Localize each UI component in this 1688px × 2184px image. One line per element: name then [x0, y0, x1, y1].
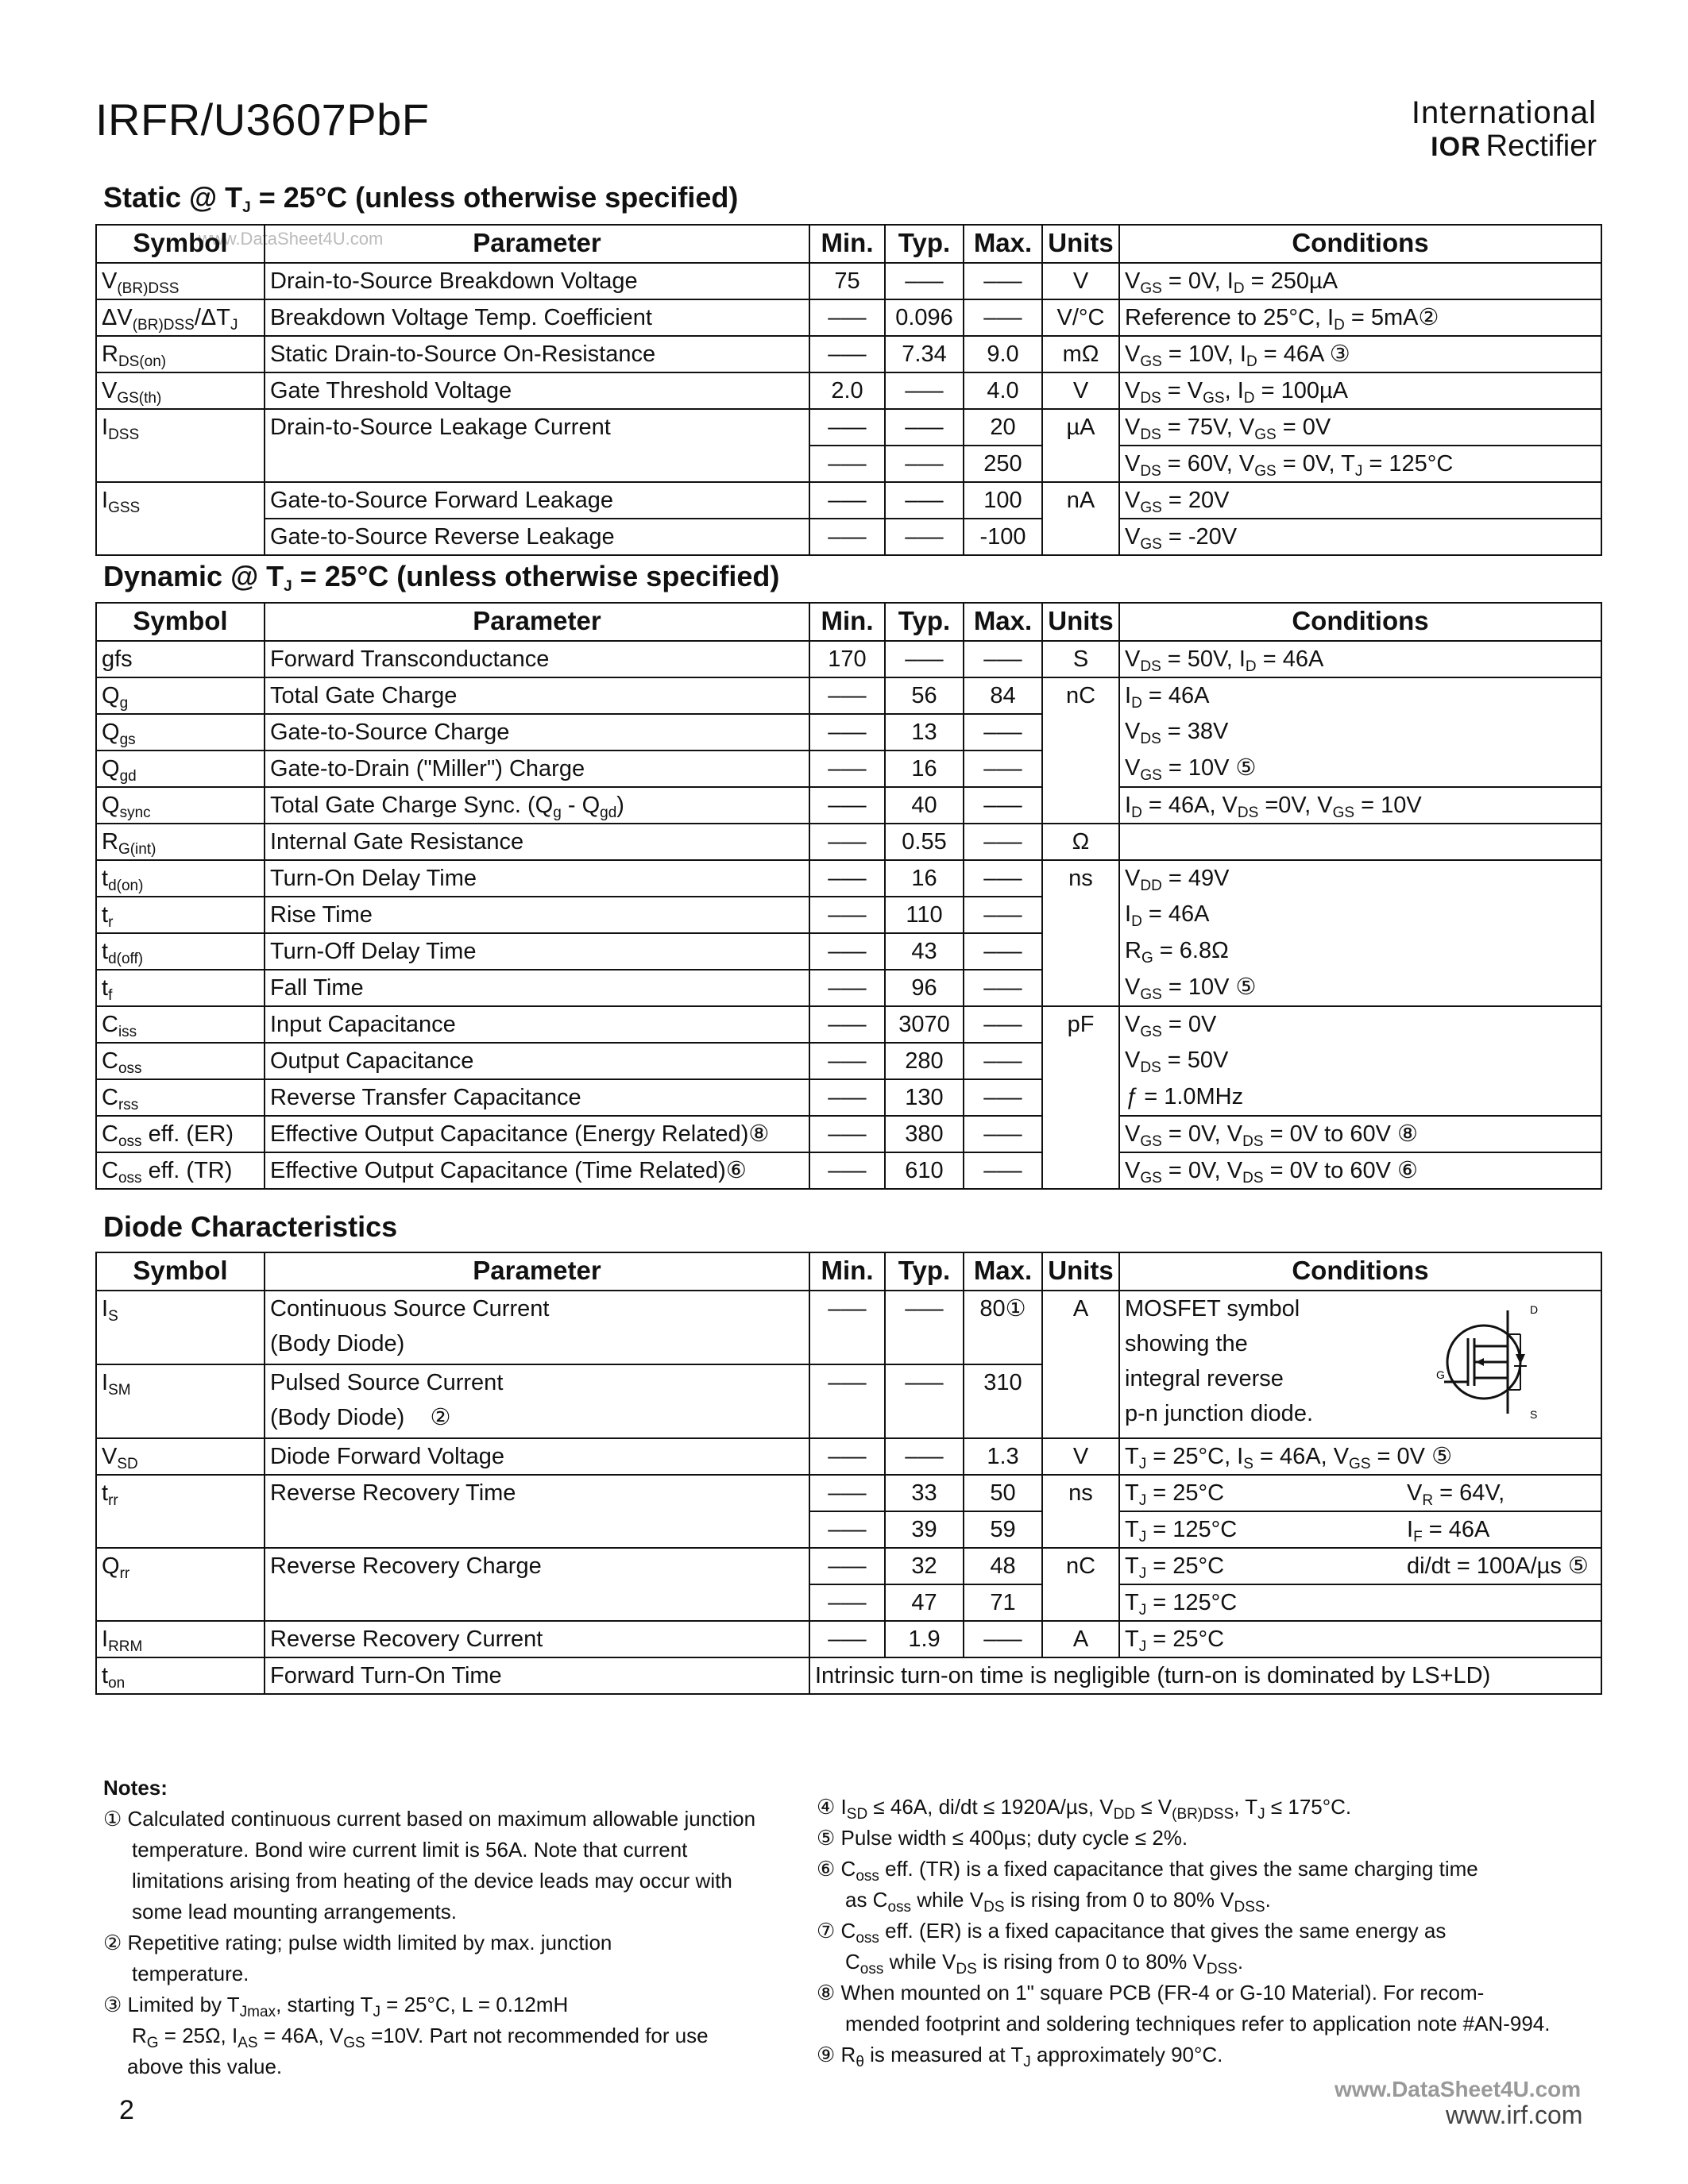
table-row: ––– 39 59 $T_J = 125^\circ C$ $I_F = 46A$ — [96, 1511, 1601, 1548]
table-row: $t_r$ Rise Time ––– 110 ––– $I_D = 46A$ — [96, 897, 1601, 933]
table-row: $I_{GSS}$ Gate-to-Source Forward Leakage ––– ––– 100 nA $V_{GS} = 20V$ — [96, 482, 1601, 519]
table-row: $t_{rr}$ Reverse Recovery Time ––– 33 50 ns $T_J = 25^\circ C$ $V_R = 64V$, — [96, 1475, 1601, 1511]
notes-left: Notes: ① Calculated continuous current based on maximum allowable junction temperature. Bond wire current limit is 56A. Note that current limitations arising from heating of the device leads may occur with some lead mounting arrangements. ② Repetitive rating; pulse width limited by max. junction temperature. ③ Limited by $T_{Jmax}$, starting $T_J = 25^\circ C$, L = 0.12mH $R_G = 25\Omega$, $I_{AS} = 46A$, $V_{GS} =10V$. Part not recommended for use above this value. — [103, 1773, 818, 2082]
footer-url: www.irf.com — [1446, 2101, 1583, 2129]
table-row: $t_{on}$ Forward Turn-On Time Intrinsic turn-on time is negligible (turn-on is dominated by LS+LD) — [96, 1657, 1601, 1694]
col-parameter: Parameter — [265, 225, 809, 263]
company-logo — [1406, 95, 1597, 164]
document-title: IRFR/U3607PbF — [95, 95, 430, 145]
diode-table — [95, 1252, 1602, 1695]
dynamic-table — [95, 602, 1602, 1190]
table-row: ––– ––– 250 $V_{DS} = 60V$, $V_{GS} = 0V$, $T_J = 125^\circ C$ — [96, 446, 1601, 482]
table-row: $R_{G(int)}$ Internal Gate Resistance ––– 0.55 ––– Ω — [96, 824, 1601, 860]
table-row: $C_{oss}$ Output Capacitance ––– 280 ––– $V_{DS} = 50V$ — [96, 1043, 1601, 1079]
notes-right: ④ $I_{SD} \le 46A$, di/dt ≤ 1920A/µs, $V_{DD} \le V_{(BR)DSS}$, $T_J \le 175^\circ C$. ⑤ Pulse width ≤ 400µs; duty cycle ≤ 2%. ⑥ $C_{oss}$ eff. (TR) is a fixed capacitance that gives the same charging time as $C_{oss}$ while $V_{DS}$ is rising from 0 to 80% $V_{DSS}$. ⑦ $C_{oss}$ eff. (ER) is a fixed capacitance that gives the same energy as $C_{oss}$ while $V_{DS}$ is rising from 0 to 80% $V_{DSS}$. ⑧ When mounted on 1" square PCB (FR-4 or G-10 Material). For recom- mended footprint and soldering techniques refer to application note #AN-994. ⑨ $R_\theta$ is measured at $T_J$ approximately 90°C. — [817, 1795, 1551, 2070]
table-row: $C_{oss}$ eff. (ER) Effective Output Capacitance (Energy Related)⑧ ––– 380 ––– $V_{GS} = 0V$, $V_{DS} = 0V$ to 60V ⑧ — [96, 1116, 1601, 1152]
table-row: Gate-to-Source Reverse Leakage ––– ––– -100 $V_{GS} = -20V$ — [96, 519, 1601, 555]
dynamic-section-title: Dynamic @ $T_J = 25^\circ C$ (unless otherwise specified) — [103, 560, 780, 595]
col-min: Min. — [809, 225, 885, 263]
table-row: $I_{SM}$ Pulsed Source Current (Body Diode) ② ––– ––– 310 — [96, 1364, 1601, 1438]
table-row: $Q_{rr}$ Reverse Recovery Charge ––– 32 48 nC $T_J = 25^\circ C$ di/dt = 100A/µs ⑤ — [96, 1548, 1601, 1584]
table-row: $Q_{gs}$ Gate-to-Source Charge ––– 13 ––– $V_{DS} = 38V$ — [96, 714, 1601, 751]
table-row: $C_{rss}$ Reverse Transfer Capacitance ––– 130 ––– ƒ = 1.0MHz — [96, 1079, 1601, 1116]
table-header-row: Symbol Parameter Min. Typ. Max. Units Conditions — [96, 603, 1601, 641]
footer-watermark: www.DataSheet4U.com — [1335, 2077, 1582, 2101]
table-row: $R_{DS(on)}$ Static Drain-to-Source On-Resistance ––– 7.34 9.0 mΩ $V_{GS} = 10V$, $I_D = 46A$ ③ — [96, 336, 1601, 372]
table-row: $I_{DSS}$ Drain-to-Source Leakage Current ––– ––– 20 µA $V_{DS} = 75V$, $V_{GS} = 0V$ — [96, 409, 1601, 446]
static-table — [95, 224, 1602, 556]
table-row: $Q_{sync}$ Total Gate Charge Sync. $(Q_g - Q_{gd})$ ––– 40 ––– $I_D = 46A$, $V_{DS} =0V$, $V_{GS} = 10V$ — [96, 787, 1601, 824]
col-units: Units — [1042, 225, 1119, 263]
static-section-title: Static @ $T_J = 25^\circ C$ (unless otherwise specified) — [103, 181, 739, 216]
table-row: $\Delta V_{(BR)DSS}/\Delta T_J$ Breakdown Voltage Temp. Coefficient ––– 0.096 ––– V/°C Reference to 25°C, $I_D$ = 5mA② — [96, 299, 1601, 336]
table-header-row: Symbol Parameter Min. Typ. Max. Units Conditions — [96, 1252, 1601, 1291]
table-header-row — [96, 225, 1601, 263]
table-row: $Q_g$ Total Gate Charge ––– 56 84 nC $I_D = 46A$ — [96, 677, 1601, 714]
col-symbol: Symbol — [96, 225, 265, 263]
svg-text:D: D — [1530, 1303, 1539, 1316]
diode-section-title: Diode Characteristics — [103, 1210, 398, 1243]
table-row: $I_{RRM}$ Reverse Recovery Current ––– 1.9 ––– A $T_J = 25^\circ C$ — [96, 1621, 1601, 1657]
logo-line2: Rectifier — [1485, 129, 1597, 163]
svg-text:G: G — [1436, 1368, 1445, 1381]
table-row: gfs Forward Transconductance 170 ––– ––– S $V_{DS} = 50V$, $I_D = 46A$ — [96, 641, 1601, 677]
table-row: $t_{d(off)}$ Turn-Off Delay Time ––– 43 ––– $R_G = 6.8\Omega$ — [96, 933, 1601, 970]
svg-text:S: S — [1530, 1408, 1538, 1421]
table-row: $V_{SD}$ Diode Forward Voltage ––– ––– 1.3 V $T_J = 25^\circ C$, $I_S = 46A$, $V_{GS} = 0V$ ⑤ — [96, 1438, 1601, 1475]
table-row: $Q_{gd}$ Gate-to-Drain ("Miller") Charge ––– 16 ––– $V_{GS} = 10V$ ⑤ — [96, 751, 1601, 787]
watermark: www.DataSheet4U.com — [199, 229, 384, 249]
col-max: Max. — [964, 225, 1042, 263]
table-row: $C_{iss}$ Input Capacitance ––– 3070 ––– pF $V_{GS} = 0V$ — [96, 1006, 1601, 1043]
table-row: $I_S$ Continuous Source Current (Body Diode) ––– ––– 80① A MOSFET symbol showing the integral reverse p-n junction diode. — [96, 1291, 1601, 1364]
table-row: ––– 47 71 $T_J = 125^\circ C$ — [96, 1584, 1601, 1621]
table-row: $t_f$ Fall Time ––– 96 ––– $V_{GS} = 10V$ ⑤ — [96, 970, 1601, 1006]
logo-line1: International — [1411, 95, 1597, 130]
table-row: $V_{(BR)DSS}$ Drain-to-Source Breakdown Voltage 75 ––– ––– V $V_{GS} = 0V$, $I_D = 250\mu A$ — [96, 263, 1601, 299]
logo-ior-mark: IOR — [1431, 132, 1481, 162]
col-conditions: Conditions — [1119, 225, 1601, 263]
table-row: $C_{oss}$ eff. (TR) Effective Output Capacitance (Time Related)⑥ ––– 610 ––– $V_{GS} = 0V$, $V_{DS} = 0V$ to 60V ⑥ — [96, 1152, 1601, 1189]
table-row: $t_{d(on)}$ Turn-On Delay Time ––– 16 ––– ns $V_{DD} = 49V$ — [96, 860, 1601, 897]
col-typ: Typ. — [885, 225, 964, 263]
mosfet-symbol-icon — [1436, 1302, 1539, 1422]
page-number: 2 — [119, 2095, 134, 2125]
notes-heading: Notes: — [103, 1776, 168, 1800]
table-row: $V_{GS(th)}$ Gate Threshold Voltage 2.0 ––– 4.0 V $V_{DS} = V_{GS}$, $I_D = 100\mu A$ — [96, 372, 1601, 409]
